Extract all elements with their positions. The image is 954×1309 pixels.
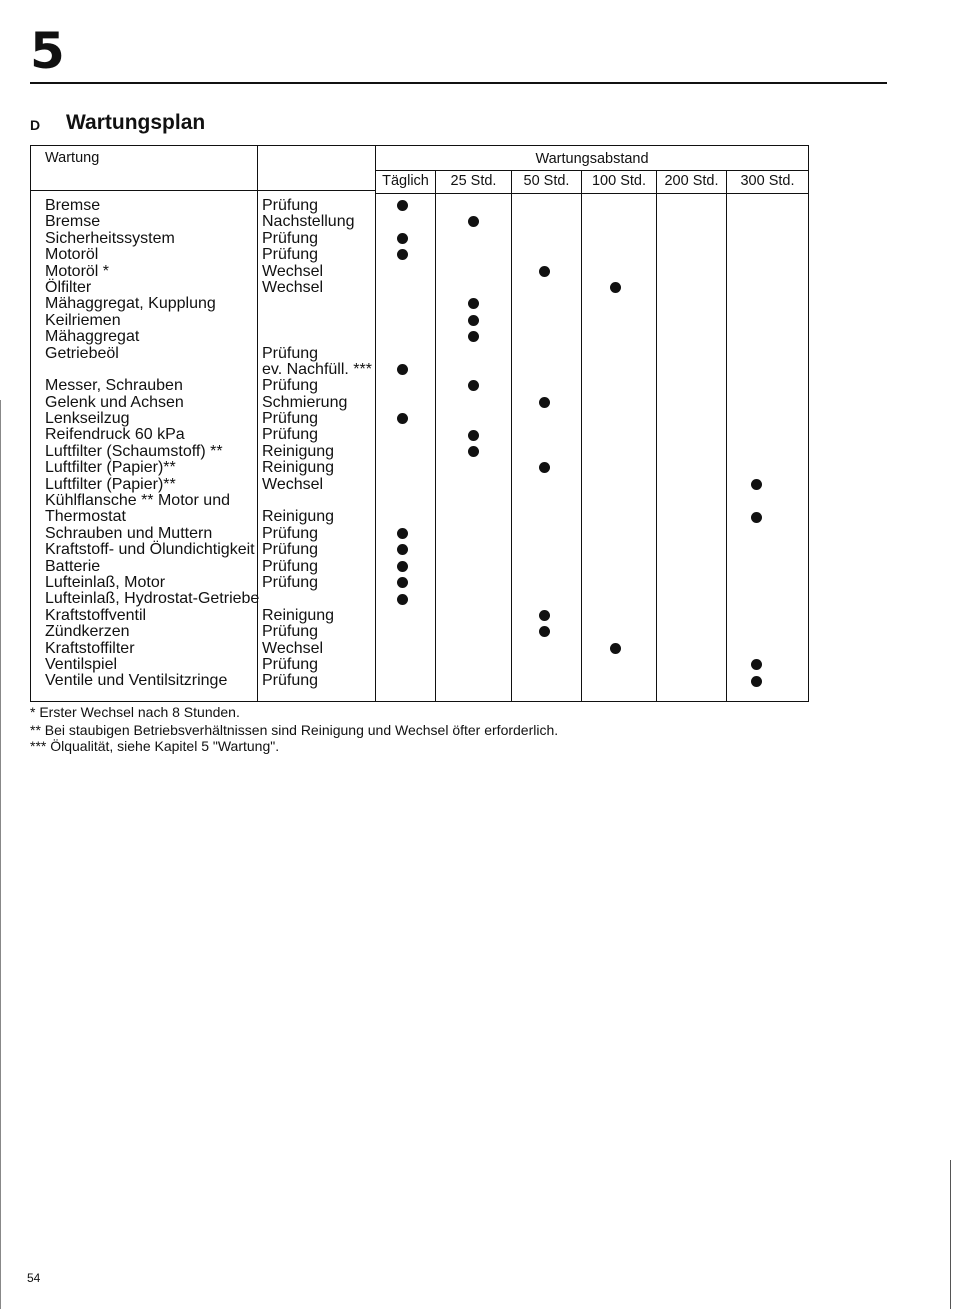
table-bottom-border	[30, 701, 809, 702]
interval-mark-dot	[468, 331, 479, 342]
interval-mark-dot	[397, 413, 408, 424]
task-cell: Lufteinlaß, Hydrostat-Getriebe	[45, 590, 260, 608]
interval-header: 200 Std.	[664, 173, 719, 189]
interval-mark-dot	[397, 233, 408, 244]
action-cell	[262, 492, 372, 508]
action-cell: Reinigung	[262, 442, 335, 460]
interval-mark-dot	[397, 577, 408, 588]
interval-mark-dot	[397, 561, 408, 572]
task-cell: Mähaggregat, Kupplung	[45, 295, 216, 313]
task-cell: Kühlflansche ** Motor und	[45, 492, 230, 510]
task-cell: Sicherheitssystem	[45, 229, 175, 247]
task-cell: Motoröl	[45, 246, 99, 264]
task-cell: Ventilspiel	[45, 655, 118, 673]
action-cell: Schmierung	[262, 393, 348, 411]
task-cell: Kraftstoffilter	[45, 639, 135, 657]
footnote-3: *** Ölqualität, siehe Kapitel 5 "Wartung".	[30, 738, 280, 754]
interval-header: 50 Std.	[523, 173, 570, 189]
col-line-50	[511, 170, 512, 702]
scan-edge-right	[950, 1160, 951, 1309]
interval-mark-dot	[610, 282, 621, 293]
action-cell: Prüfung	[262, 344, 319, 362]
action-cell: Prüfung	[262, 426, 319, 444]
action-cell: Reinigung	[262, 459, 335, 477]
action-column	[262, 197, 372, 689]
interval-mark-dot	[539, 266, 550, 277]
action-cell: Prüfung	[262, 655, 319, 673]
interval-header: Täglich	[382, 173, 429, 189]
action-cell: Wechsel	[262, 639, 324, 657]
task-cell: Messer, Schrauben	[45, 377, 183, 395]
col-line-100	[581, 170, 582, 702]
task-cell: Kraftstoffventil	[45, 606, 147, 624]
task-cell: Zündkerzen	[45, 623, 130, 641]
interval-mark-dot	[397, 200, 408, 211]
task-cell: Luftfilter (Papier)**	[45, 459, 176, 477]
table-top-border	[30, 145, 809, 146]
task-cell: Keilriemen	[45, 311, 121, 329]
action-cell: ev. Nachfüll. ***	[262, 360, 372, 378]
task-cell: Schrauben und Muttern	[45, 524, 213, 542]
action-cell: Prüfung	[262, 623, 319, 641]
task-column	[45, 197, 259, 689]
interval-mark-dot	[751, 676, 762, 687]
interval-mark-dot	[539, 610, 550, 621]
interval-mark-dot	[539, 462, 550, 473]
interval-mark-dot	[397, 249, 408, 260]
task-cell: Luftfilter (Papier)**	[45, 475, 176, 493]
action-cell: Prüfung	[262, 524, 319, 542]
action-cell: Prüfung	[262, 229, 319, 247]
task-cell: Ventile und Ventilsitzringe	[45, 672, 228, 690]
task-cell: Batterie	[45, 557, 101, 575]
interval-header: 100 Std.	[591, 173, 646, 189]
action-cell: Reinigung	[262, 606, 335, 624]
interval-mark-dot	[397, 364, 408, 375]
action-cell: Prüfung	[262, 672, 319, 690]
footnote-2: ** Bei staubigen Betriebsverhältnissen sind Reinigung und Wechsel öfter erforderlich.	[30, 722, 559, 738]
page-number: 54	[27, 1271, 41, 1285]
header-divider-left	[30, 190, 376, 191]
action-cell	[262, 312, 372, 328]
interval-mark-dot	[539, 397, 550, 408]
task-cell: Motoröl *	[45, 262, 110, 280]
action-cell: Wechsel	[262, 475, 324, 493]
interval-mark-dot	[468, 315, 479, 326]
action-cell: Prüfung	[262, 410, 319, 428]
task-cell: Gelenk und Achsen	[45, 393, 184, 411]
interval-mark-dot	[468, 380, 479, 391]
task-cell: Thermostat	[45, 508, 126, 526]
interval-mark-dot	[468, 216, 479, 227]
task-cell: Mähaggregat	[45, 328, 140, 346]
table-right-border	[808, 145, 809, 702]
interval-mark-dot	[610, 643, 621, 654]
action-cell: Wechsel	[262, 262, 324, 280]
task-cell: Kraftstoff- und Ölundichtigkeit	[45, 541, 255, 559]
task-cell: Bremse	[45, 213, 101, 231]
action-cell: Prüfung	[262, 377, 319, 395]
interval-group-header: Wartungsabstand	[535, 151, 649, 167]
task-cell: Luftfilter (Schaumstoff) **	[45, 442, 223, 460]
action-cell: Prüfung	[262, 573, 319, 591]
task-cell: Getriebeöl	[45, 344, 119, 362]
action-cell	[262, 328, 372, 344]
col-line-300	[726, 170, 727, 702]
table-left-border	[30, 145, 31, 702]
interval-mark-dot	[397, 594, 408, 605]
interval-header: 25 Std.	[450, 173, 497, 189]
col-line-25	[435, 170, 436, 702]
action-cell	[262, 295, 372, 311]
action-cell: Prüfung	[262, 197, 319, 214]
interval-mark-dot	[397, 544, 408, 555]
interval-mark-dot	[397, 528, 408, 539]
chapter-number: 5	[30, 22, 65, 80]
action-cell: Prüfung	[262, 541, 319, 559]
action-cell: Prüfung	[262, 246, 319, 264]
scan-edge-left	[0, 400, 1, 1309]
action-cell: Reinigung	[262, 508, 335, 526]
task-column-header: Wartung	[45, 150, 100, 166]
action-cell	[262, 590, 372, 606]
task-cell: Lufteinlaß, Motor	[45, 573, 166, 591]
page-title: Wartungsplan	[66, 111, 206, 134]
interval-mark-dot	[468, 430, 479, 441]
interval-mark-dot	[751, 479, 762, 490]
col-line-200	[656, 170, 657, 702]
header-rule	[30, 82, 887, 84]
task-cell: Bremse	[45, 197, 101, 214]
interval-header: 300 Std.	[740, 173, 795, 189]
interval-mark-dot	[751, 512, 762, 523]
header-divider-group	[375, 170, 809, 171]
task-cell: Ölfilter	[45, 278, 92, 296]
interval-mark-dot	[468, 446, 479, 457]
action-cell: Nachstellung	[262, 213, 355, 231]
footnote-1: * Erster Wechsel nach 8 Stunden.	[30, 704, 240, 720]
interval-mark-dot	[468, 298, 479, 309]
language-marker: D	[30, 117, 41, 133]
task-cell: Lenkseilzug	[45, 410, 130, 428]
action-cell: Wechsel	[262, 278, 324, 296]
col-line-daily	[375, 145, 376, 702]
task-cell	[45, 361, 259, 377]
interval-mark-dot	[539, 626, 550, 637]
header-divider-intervals	[375, 193, 809, 194]
task-cell: Reifendruck 60 kPa	[45, 426, 185, 444]
interval-mark-dot	[751, 659, 762, 670]
action-cell: Prüfung	[262, 557, 319, 575]
